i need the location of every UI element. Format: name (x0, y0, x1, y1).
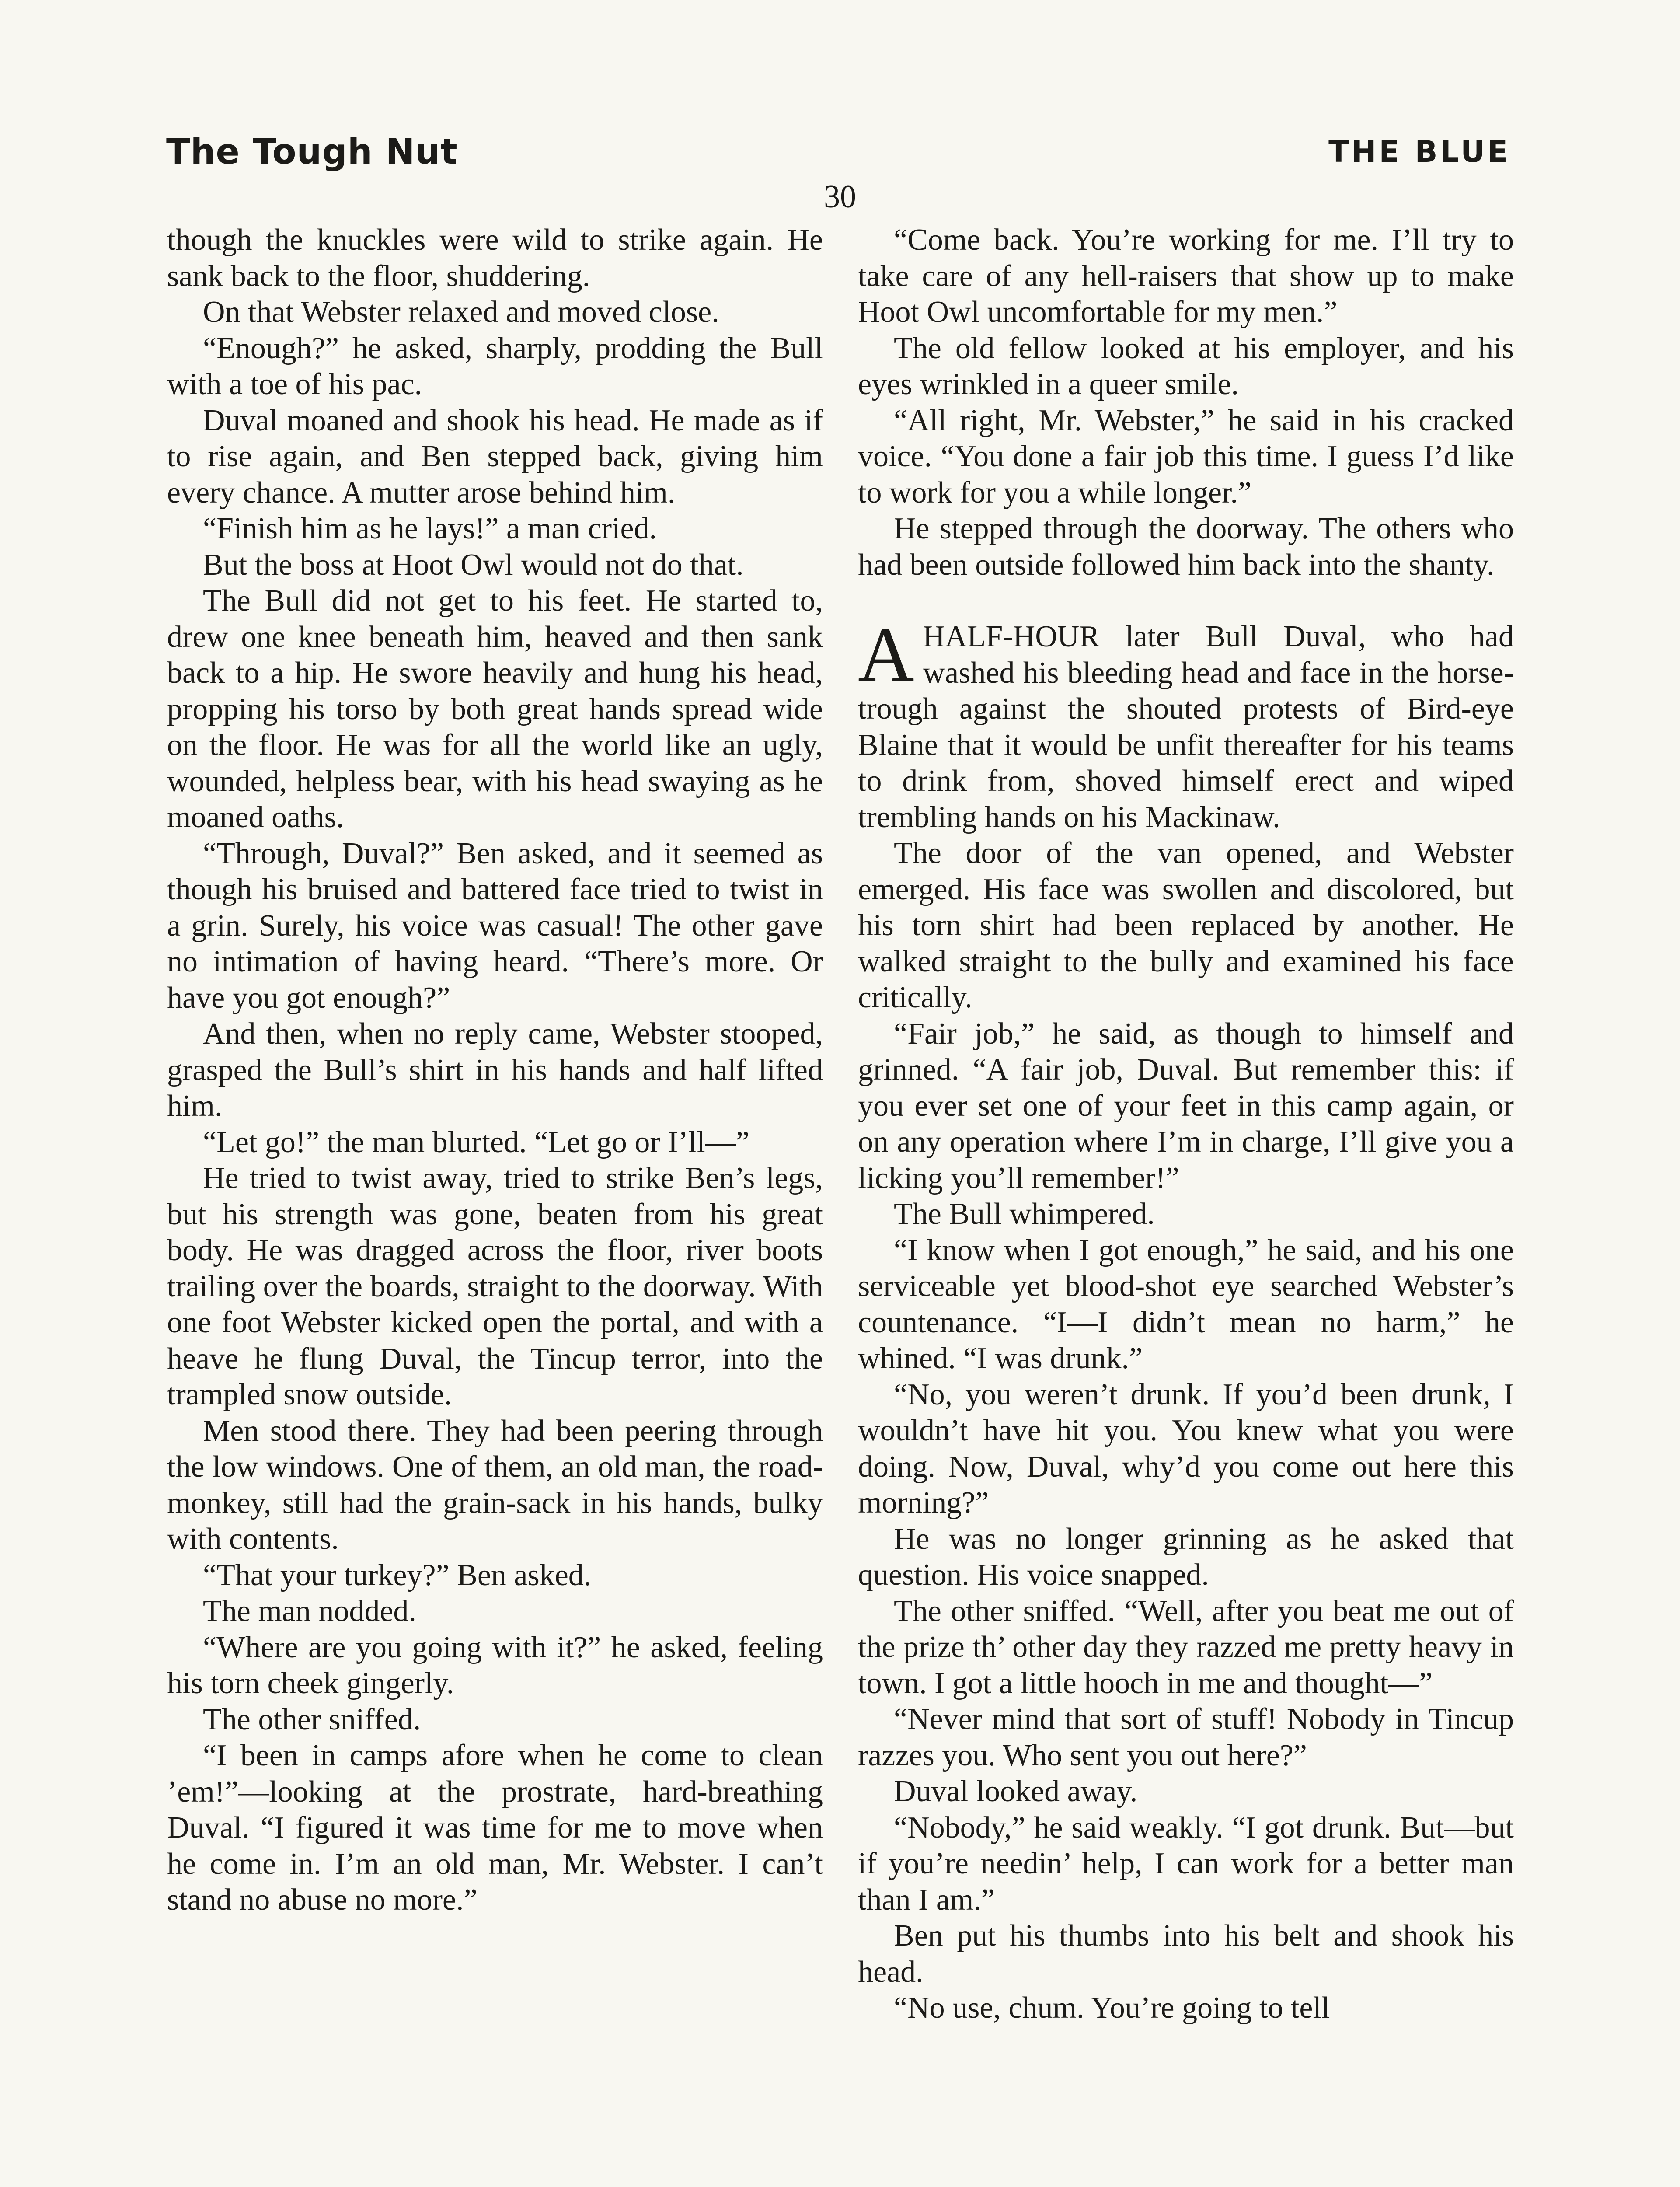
paragraph: The Bull whimpered. (894, 1197, 1155, 1231)
paragraph: “I know when I got enough,” he said, and his one serviceable yet blood-shot eye searched Webster’s countenance. “I—I didn’t mean no harm,” he whined. “I was drunk.” (858, 1233, 1514, 1375)
paragraph: Men stood there. They had been peering through the low windows. One of them, an old man, the road-monkey, still had the grain-sack in his hands, bulky with contents. (167, 1414, 823, 1556)
paragraph: “Let go!” the man blurted. “Let go or I’ll—” (203, 1125, 749, 1159)
paragraph: “All right, Mr. Webster,” he said in his cracked voice. “You done a fair job this time. I guess I’d like to work for you a while longer.” (858, 403, 1514, 510)
paragraph: The old fellow looked at his employer, and his eyes wrinkled in a queer smile. (858, 331, 1514, 401)
paragraph: The other sniffed. “Well, after you beat me out of the prize th’ other day they razzed me pretty heavy in town. I got a little hooch in me and thought—” (858, 1594, 1514, 1700)
paragraph: though the knuckles were wild to strike again. He sank back to the floor, shuddering. (167, 223, 823, 293)
drop-cap: A (858, 611, 914, 698)
paragraph: “Enough?” he asked, sharply, prodding the Bull with a toe of his pac. (167, 331, 823, 401)
paragraph: “Never mind that sort of stuff! Nobody in Tincup razzes you. Who sent you out here?” (858, 1702, 1514, 1772)
right-column (858, 222, 1514, 2026)
paragraph: He was no longer grinning as he asked that question. His voice snapped. (858, 1522, 1514, 1592)
paragraph: The door of the van opened, and Webster emerged. His face was swollen and discolored, but his torn shirt had been replaced by another. He walked straight to the bully and examined his face critically. (858, 836, 1514, 1014)
left-column (167, 222, 823, 1918)
paragraph: “No use, chum. You’re going to tell (894, 1991, 1330, 2025)
paragraph: The man nodded. (203, 1594, 416, 1628)
paragraph: He stepped through the doorway. The others who had been outside followed him back into the shanty. (858, 512, 1514, 582)
paragraph: He tried to twist away, tried to strike Ben’s legs, but his strength was gone, beaten from his great body. He was dragged across the floor, river boots trailing over the boards, straight to the doorway. With one foot Webster kicked open the portal, and with a heave he flung Duval, the Tincup terror, into the trampled snow outside. (167, 1161, 823, 1411)
paragraph: “Nobody,” he said weakly. “I got drunk. But—but if you’re needin’ help, I can work for a better man than I am.” (858, 1810, 1514, 1917)
paragraph: “I been in camps afore when he come to clean ’em!”—looking at the prostrate, hard-breathing Duval. “I figured it was time for me to move when he come in. I’m an old man, Mr. Webster. I can’t stand no abuse no more.” (167, 1739, 823, 1917)
opening-text: HALF-HOUR later Bull Duval, who had washed his bleeding head and face in the horse-trough against the shouted protests of Bird-eye Blaine that it would be unfit thereafter for his teams to drink from, shoved himself erect and wiped trembling hands on his Mackinaw. (858, 620, 1514, 834)
paragraph: And then, when no reply came, Webster stooped, grasped the Bull’s shirt in his hands and half lifted him. (167, 1017, 823, 1123)
paragraph: Duval moaned and shook his head. He made as if to rise again, and Ben stepped back, giving him every chance. A mutter arose behind him. (167, 403, 823, 510)
magazine-name: THE BLUE (1328, 135, 1510, 169)
paragraph: But the boss at Hoot Owl would not do that. (203, 548, 744, 582)
paragraph: Duval looked away. (894, 1775, 1138, 1808)
paragraph: “No, you weren’t drunk. If you’d been drunk, I wouldn’t have hit you. You knew what you were doing. Now, Duval, why’d you come out here this morning?” (858, 1377, 1514, 1520)
paragraph: “Fair job,” he said, as though to himself and grinned. “A fair job, Duval. But remember this: if you ever set one of your feet in this camp again, or on any operation where I’m in charge, I’ll give you a licking you’ll remember!” (858, 1017, 1514, 1195)
story-title: The Tough Nut (166, 131, 458, 172)
paragraph: “Come back. You’re working for me. I’ll try to take care of any hell-raisers that show up to make Hoot Owl uncomfortable for my men.” (858, 223, 1514, 329)
paragraph: The Bull did not get to his feet. He started to, drew one knee beneath him, heaved and then sank back to a hip. He swore heavily and hung his head, propping his torso by both great hands spread wide on the floor. He was for all the world like an ugly, wounded, helpless bear, with his head swaying as he moaned oaths. (167, 584, 823, 834)
paragraph: “Through, Duval?” Ben asked, and it seemed as though his bruised and battered face tried to twist in a grin. Surely, his voice was casual! The other gave no intimation of having heard. “There’s more. Or have you got enough?” (167, 836, 823, 1015)
section-opening (858, 611, 1514, 835)
paragraph: Ben put his thumbs into his belt and shook his head. (858, 1919, 1514, 1989)
paragraph: “That your turkey?” Ben asked. (203, 1558, 592, 1592)
paragraph: On that Webster relaxed and moved close. (203, 295, 719, 329)
paragraph: “Finish him as he lays!” a man cried. (203, 512, 657, 545)
paragraph: “Where are you going with it?” he asked, feeling his torn cheek gingerly. (167, 1630, 823, 1700)
paragraph: The other sniffed. (203, 1702, 421, 1736)
section-break (858, 583, 1514, 619)
page-number: 30 (824, 179, 856, 215)
